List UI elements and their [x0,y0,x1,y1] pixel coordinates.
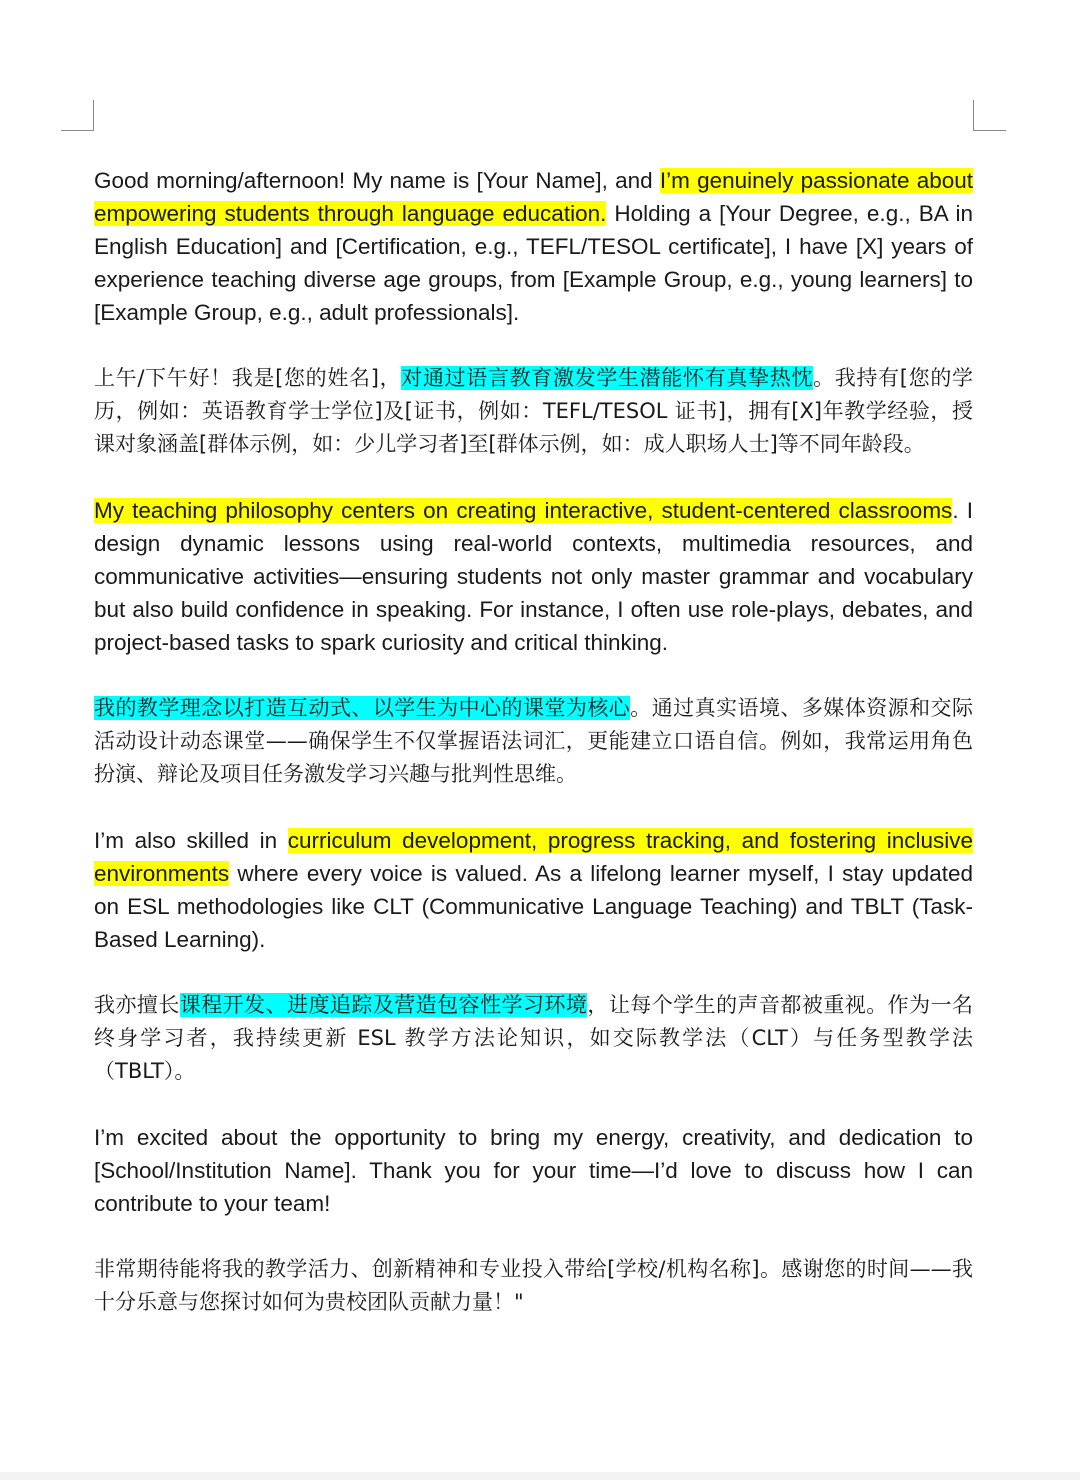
blank-line [94,791,973,824]
blank-line [94,329,973,362]
highlighted-text-yellow: My teaching philosophy centers on creating interactive, student-centered classrooms [94,498,953,523]
highlighted-text-cyan: 课程开发、进度追踪及营造包容性学习环境 [179,993,588,1017]
text-run: 我亦擅长 [94,993,180,1017]
blank-line [94,1220,973,1253]
text-run: ，让每个学生的声音都被重视。作为一名终身学习者，我持续更新 ESL 教学方法论知识，如交际教学法（CLT）与任务型教学法（TBLT）。 [94,993,974,1083]
text-run: Good morning/afternoon! My name is [Your Name], and [94,168,660,193]
text-run: I’m also skilled in [94,828,288,853]
text-run: . I design dynamic lessons using real-world contexts, multimedia resources, and communicative activities—ensuring students not only master grammar and vocabulary but also build confidence in speaking. For instance, I often use role-plays, debates, and project-based tasks to spark curiosity and critical thinking. [94,498,973,655]
page-margin-corner-right [973,100,1006,131]
text-run: 上午/下午好！我是[您的姓名]， [94,366,402,390]
paragraph-closing-zh[interactable]: 非常期待能将我的教学活力、创新精神和专业投入带给[学校/机构名称]。感谢您的时间——我十分乐意与您探讨如何为贵校团队贡献力量！" [94,1257,973,1314]
highlighted-text-yellow: curriculum development, progress tracking, and fostering inclusive environments [94,828,973,886]
paragraph-skills-en[interactable] [94,824,973,956]
text-run: 。我持有[您的学历，例如：英语教育学士学位]及[证书，例如：TEFL/TESOL 证书]，拥有[X]年教学经验，授课对象涵盖[群体示例，如：少儿学习者]至[群体示例，如：成人职场人士]等不同年龄段。 [94,366,974,456]
blank-line [94,461,973,494]
paragraph-intro-zh[interactable] [94,362,973,461]
text-run: Holding a [Your Degree, e.g., BA in English Education] and [Certification, e.g., TEFL/TESOL certificate], I have [X] years of experience teaching diverse age groups, from [Example Group, e.g., young learners] to [Example Group, e.g., adult professionals]. [94,201,973,325]
highlighted-text-cyan: 我的教学理念以打造互动式、以学生为中心的课堂为核心 [94,696,631,720]
blank-line [94,659,973,692]
document-body[interactable] [94,164,973,1319]
paragraph-philosophy-en[interactable] [94,494,973,659]
page-bottom-edge [0,1472,1080,1480]
text-run: 。通过真实语境、多媒体资源和交际活动设计动态课堂——确保学生不仅掌握语法词汇，更能建立口语自信。例如，我常运用角色扮演、辩论及项目任务激发学习兴趣与批判性思维。 [94,696,973,786]
highlighted-text-cyan: 对通过语言教育激发学生潜能怀有真挚热忱 [401,366,814,390]
blank-line [94,1088,973,1121]
text-run: where every voice is valued. As a lifelong learner myself, I stay updated on ESL methodologies like CLT (Communicative Language Teaching) and TBLT (Task-Based Learning). [94,861,973,952]
highlighted-text-yellow: I’m genuinely passionate about empowering students through language education. [94,168,973,226]
paragraph-closing-en[interactable]: I’m excited about the opportunity to bring my energy, creativity, and dedication to [School/Institution Name]. Thank you for your time—I’d love to discuss how I can contribute to your team! [94,1125,973,1216]
paragraph-intro-en[interactable] [94,164,973,329]
paragraph-skills-zh[interactable] [94,989,973,1088]
paragraph-philosophy-zh[interactable] [94,692,973,791]
blank-line [94,956,973,989]
page-margin-corner-left [61,100,94,131]
